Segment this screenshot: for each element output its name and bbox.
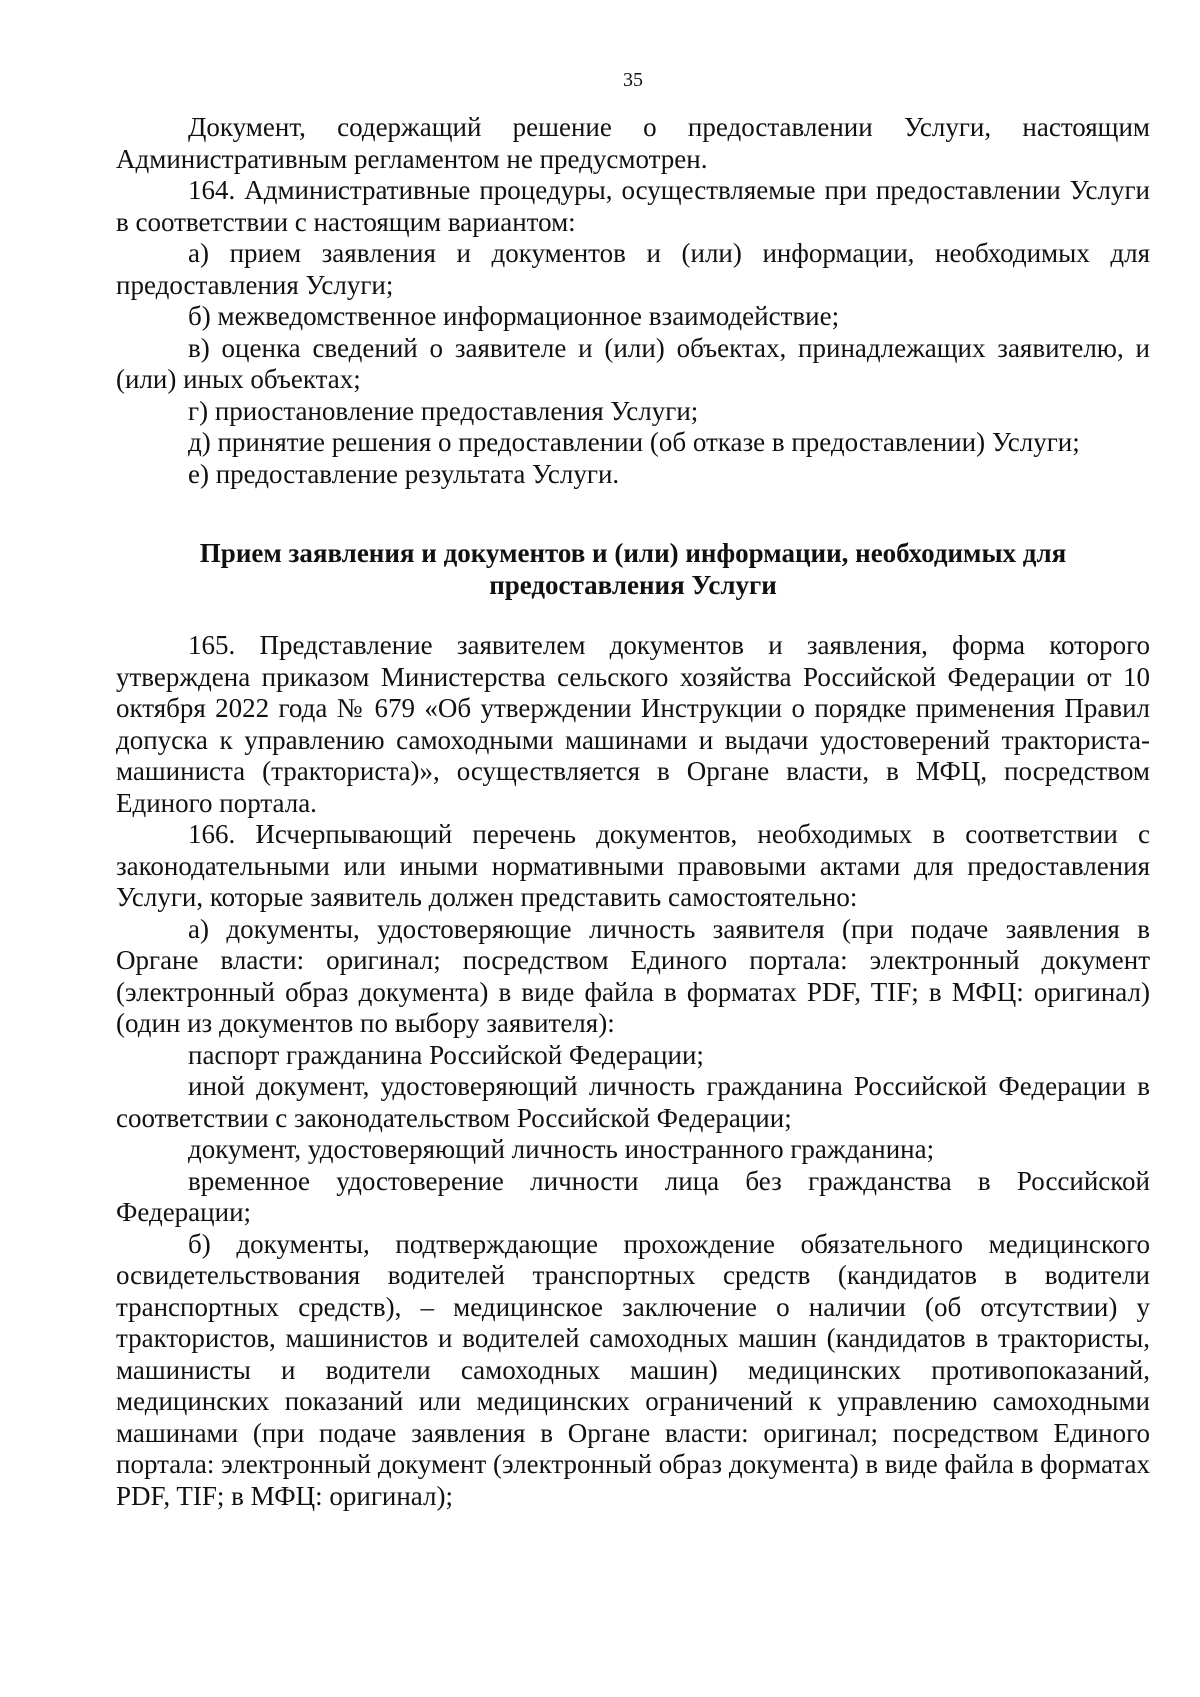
- document-page: [116, 60, 1150, 1512]
- page-number: 35: [623, 69, 643, 91]
- section-heading: Прием заявления и документов и (или) информации, необходимых для предоставления Услуги: [199, 538, 1067, 600]
- paragraph-164: 164. Административные процедуры, осуществляемые при предоставлении Услуги в соответствии с настоящим вариантом:: [116, 175, 1150, 237]
- paragraph-165: 165. Представление заявителем документов и заявления, форма которого утверждена приказом Министерства сельского хозяйства Российской Федерации от 10 октября 2022 года № 679 «Об утверждении Инструкции о порядке применения Правил допуска к управлению самоходными машинами и выдачи удостоверений тракториста-машиниста (тракториста)», осуществляется в Органе власти, в МФЦ, посредством Единого портала.: [116, 630, 1150, 818]
- list-item-b: б) межведомственное информационное взаимодействие;: [188, 301, 840, 331]
- list-item-v: в) оценка сведений о заявителе и (или) объектах, принадлежащих заявителю, и (или) иных объектах;: [116, 332, 1150, 394]
- list-item-a: а) прием заявления и документов и (или) информации, необходимых для предоставления Услуги;: [116, 238, 1150, 300]
- list-item-passport: паспорт гражданина Российской Федерации;: [188, 1039, 704, 1070]
- paragraph-166: 166. Исчерпывающий перечень документов, необходимых в соответствии с законодательными или иными нормативными правовыми актами для предоставления Услуги, которые заявитель должен представить самостоятельно:: [116, 819, 1150, 912]
- list-item-foreign-citizen-document: документ, удостоверяющий личность иностранного гражданина;: [188, 1134, 935, 1164]
- list-item-e: е) предоставление результата Услуги.: [188, 458, 620, 489]
- list-item-g: г) приостановление предоставления Услуги;: [188, 395, 699, 426]
- list-item-identity-documents: а) документы, удостоверяющие личность заявителя (при подаче заявления в Органе власти: оригинал; посредством Единого портала: электронный документ (электронный образ документа) в виде файла в форматах PDF, TIF; в МФЦ: оригинал) (один из документов по выбору заявителя):: [116, 913, 1150, 1038]
- list-item-other-identity-document: иной документ, удостоверяющий личность гражданина Российской Федерации в соответствии с законодательством Российской Федерации;: [116, 1071, 1150, 1133]
- list-item-d: д) принятие решения о предоставлении (об отказе в предоставлении) Услуги;: [188, 427, 1080, 457]
- paragraph-document-decision: Документ, содержащий решение о предоставлении Услуги, настоящим Административным регламентом не предусмотрен.: [116, 112, 1150, 174]
- list-item-temporary-certificate: временное удостоверение личности лица без гражданства в Российской Федерации;: [116, 1165, 1150, 1227]
- list-item-medical-documents: б) документы, подтверждающие прохождение обязательного медицинского освидетельствования водителей транспортных средств (кандидатов в водители транспортных средств), – медицинское заключение о наличии (об отсутствии) у трактористов, машинистов и водителей самоходных машин (кандидатов в трактористы, машинисты и водители самоходных машин) медицинских противопоказаний, медицинских показаний или медицинских ограничений к управлению самоходными машинами (при подаче заявления в Органе власти: оригинал; посредством Единого портала: электронный документ (электронный образ документа) в виде файла в форматах PDF, TIF; в МФЦ: оригинал);: [116, 1228, 1151, 1511]
